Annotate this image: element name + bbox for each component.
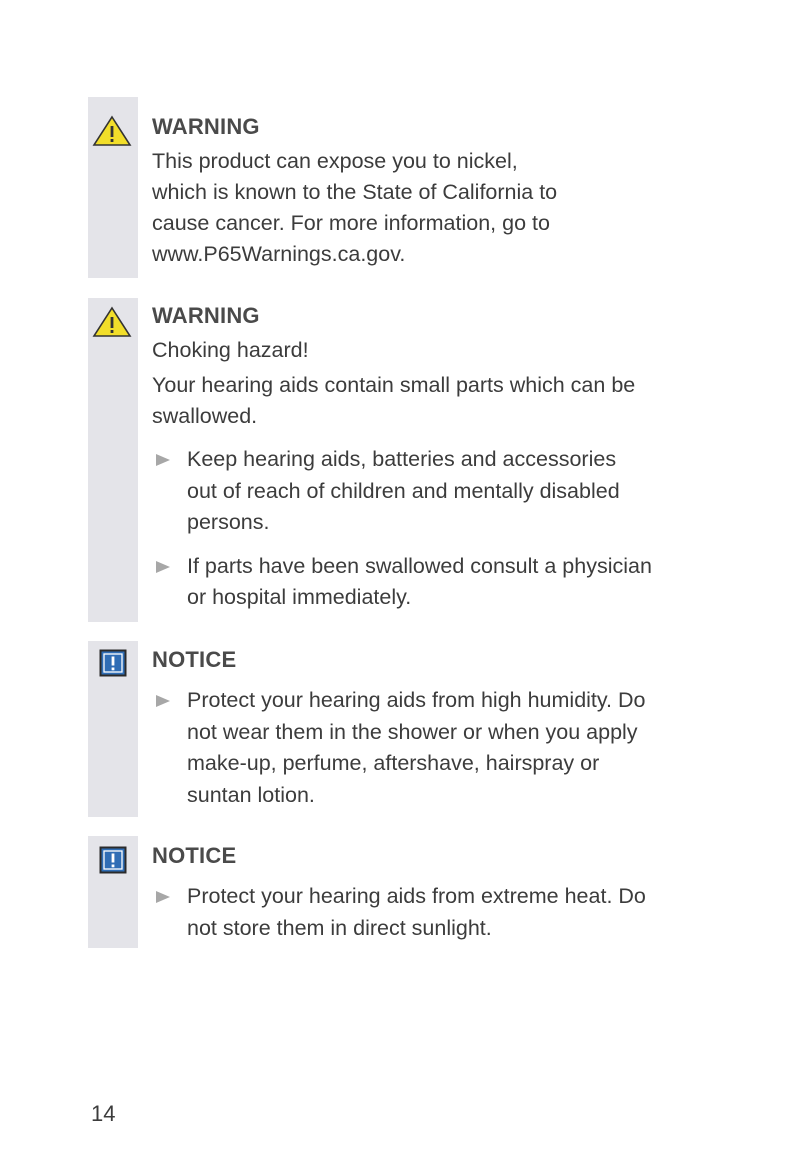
warning-text: This product can expose you to nickel, which is known to the State of California to cause cancer. For more information, go to www.P65Warnings.ca.gov. — [152, 149, 558, 266]
bullet-item: Keep hearing aids, batteries and accessories out of reach of children and mentally disabled persons. — [152, 444, 778, 539]
warning-block-choking — [88, 298, 778, 622]
notice-block-heat — [88, 836, 778, 948]
notice-exclamation-icon — [99, 649, 127, 677]
bullet-arrow-icon — [156, 891, 170, 903]
warning-triangle-icon — [92, 115, 132, 147]
bullet-arrow-icon — [156, 695, 170, 707]
bullet-arrow-icon — [156, 454, 170, 466]
bullet-item: Protect your hearing aids from high humidity. Do not wear them in the shower or when you apply make-up, perfume, aftershave, hairspray or suntan lotion. — [152, 685, 778, 811]
notice-block-humidity — [88, 641, 778, 817]
bullet-item: If parts have been swallowed consult a physician or hospital immediately. — [152, 551, 778, 614]
small-parts-text: Your hearing aids contain small parts which can be swallowed. — [152, 373, 636, 428]
warning-block-nickel — [88, 97, 778, 278]
notice-heading: NOTICE — [152, 843, 237, 868]
warning-heading: WARNING — [152, 114, 260, 139]
choking-hazard-text: Choking hazard! — [152, 338, 309, 362]
notice-heading: NOTICE — [152, 647, 237, 672]
warning-triangle-icon — [92, 306, 132, 338]
bullet-item: Protect your hearing aids from extreme heat. Do not store them in direct sunlight. — [152, 881, 778, 944]
page-number: 14 — [91, 1101, 116, 1126]
sidebar-bar — [88, 298, 138, 622]
notice-exclamation-icon — [99, 846, 127, 874]
warning-heading: WARNING — [152, 303, 260, 328]
bullet-arrow-icon — [156, 561, 170, 573]
